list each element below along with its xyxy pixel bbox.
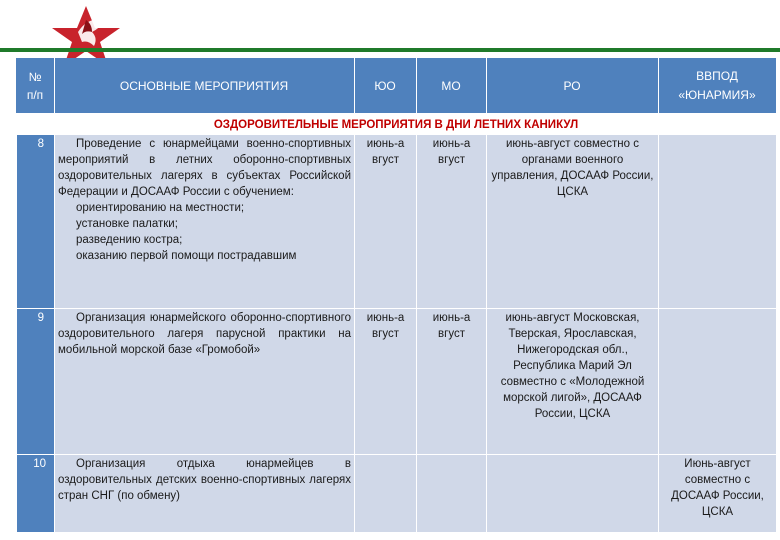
row-uo: июнь-а вгуст [355, 135, 417, 309]
row-mo [417, 455, 487, 533]
row-description [55, 309, 355, 455]
header-vvpod: ВВПОД «ЮНАРМИЯ» [678, 68, 756, 102]
year-title: Юнармейский год [622, 13, 741, 50]
section-title: ОЗДОРОВИТЕЛЬНЫЕ МЕРОПРИЯТИЯ В ДНИ ЛЕТНИХ КАНИКУЛ [16, 117, 776, 134]
description-text: Организация юнармейского оборонно-спортивного оздоровительного лагеря парусной практики на мобильной морской базе «Громобой» [58, 312, 351, 356]
row-mo: июнь-а вгуст [417, 135, 487, 309]
list-item: установке палатки; [76, 218, 178, 230]
row-ro [487, 455, 659, 533]
list-item: разведению костра; [76, 234, 183, 246]
row-mo: июнь-а вгуст [417, 309, 487, 455]
header-events: ОСНОВНЫЕ МЕРОПРИЯТИЯ [119, 78, 289, 93]
row-vvpod [659, 135, 777, 309]
row-number: 8 [17, 135, 55, 309]
header-uo: ЮО [374, 78, 396, 93]
row-description [55, 455, 355, 533]
row-uo [355, 455, 417, 533]
table-row [17, 309, 777, 455]
row-vvpod: Июнь-август совместно с ДОСААФ России, ЦСКА [659, 455, 777, 533]
table-row [17, 455, 777, 533]
header-num: № п/п [26, 69, 44, 102]
row-vvpod [659, 309, 777, 455]
description-text: Проведение с юнармейцами военно-спортивных мероприятий в летних оборонно-спортивных оздоровительных лагерях в субъектах Российской Федерации и ДОСААФ России с обучением: [58, 138, 351, 198]
row-number: 9 [17, 309, 55, 455]
header-ro: РО [563, 78, 581, 93]
description-text: Организация отдыха юнармейцев в оздоровительных детских военно-спортивных лагерях стран СНГ (по обмену) [58, 458, 351, 502]
list-item: ориентированию на местности; [76, 202, 245, 214]
table-row [17, 135, 777, 309]
row-description [55, 135, 355, 309]
row-ro: июнь-август совместно с органами военного управления, ДОСААФ России, ЦСКА [487, 135, 659, 309]
header-mo: МО [441, 78, 461, 93]
row-uo: июнь-а вгуст [355, 309, 417, 455]
row-number: 10 [17, 455, 55, 533]
events-table [16, 134, 777, 533]
list-item: оказанию первой помощи пострадавшим [76, 250, 297, 262]
table-header [16, 58, 776, 113]
row-ro: июнь-август Московская, Тверская, Ярославская, Нижегородская обл., Республика Марий Эл совместно с «Молодежной морской лигой», ДОСААФ России, ЦСКА [487, 309, 659, 455]
